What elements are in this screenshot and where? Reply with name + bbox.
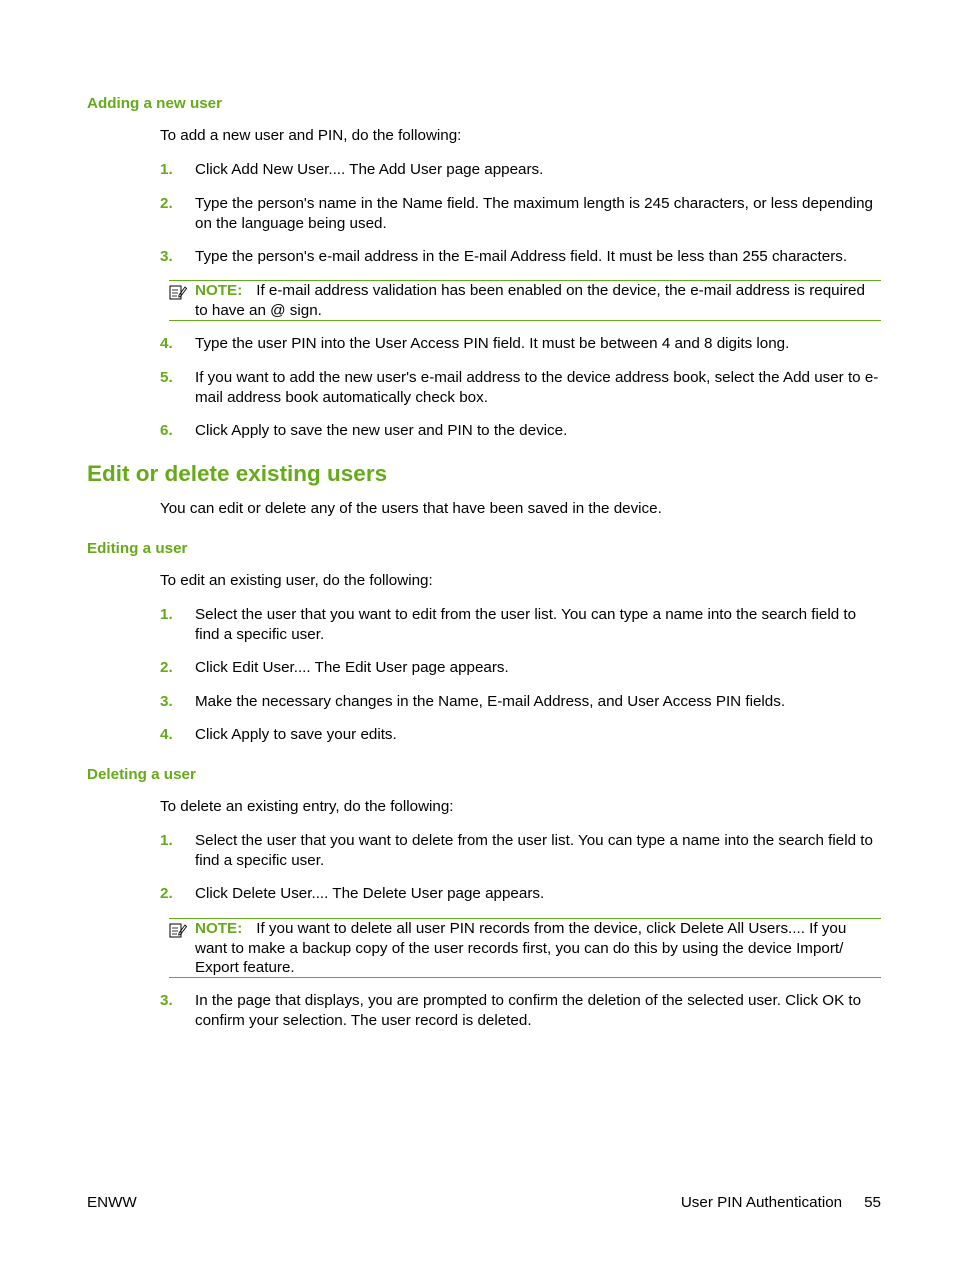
step-number: 3. bbox=[160, 693, 173, 710]
step-text: Type the person's e-mail address in the E-mail Address field. It must be less than 255 characters. bbox=[195, 248, 848, 265]
step-text: If you want to add the new user's e-mail address to the device address book, select the Add user to e-mail address book automatically check box. bbox=[195, 369, 879, 406]
step-number: 4. bbox=[160, 726, 173, 743]
step-text: Click Delete User.... The Delete User page appears. bbox=[195, 885, 545, 902]
note-pencil-icon bbox=[169, 284, 187, 300]
footer-right bbox=[681, 1193, 881, 1213]
step-text: Click Apply to save your edits. bbox=[195, 726, 397, 743]
deleting-intro: To delete an existing entry, do the following: bbox=[160, 798, 454, 815]
step-text: Select the user that you want to edit from the user list. You can type a name into the search field to find a specific user. bbox=[195, 606, 857, 643]
editing-intro: To edit an existing user, do the following: bbox=[160, 572, 433, 589]
heading-editing-user: Editing a user bbox=[87, 540, 188, 557]
note-body bbox=[195, 919, 881, 978]
note-label: NOTE: bbox=[195, 920, 243, 937]
adding-intro: To add a new user and PIN, do the following: bbox=[160, 127, 462, 144]
step-number: 3. bbox=[160, 248, 173, 265]
step-number: 1. bbox=[160, 606, 173, 623]
step-number: 3. bbox=[160, 992, 173, 1009]
heading-adding-user: Adding a new user bbox=[87, 95, 223, 112]
step-number: 2. bbox=[160, 195, 173, 212]
step-number: 4. bbox=[160, 335, 173, 352]
step-text: Click Apply to save the new user and PIN to the device. bbox=[195, 422, 568, 439]
note-label: NOTE: bbox=[195, 282, 243, 299]
footer-enww: ENWW bbox=[87, 1194, 137, 1211]
heading-deleting-user: Deleting a user bbox=[87, 766, 196, 783]
step-number: 1. bbox=[160, 161, 173, 178]
note-pencil-icon bbox=[169, 922, 187, 938]
step-number: 1. bbox=[160, 832, 173, 849]
step-text: In the page that displays, you are prompted to confirm the deletion of the selected user. Click OK to confirm your selection. The user record is deleted. bbox=[195, 992, 862, 1029]
step-number: 2. bbox=[160, 885, 173, 902]
note-text: If e-mail address validation has been enabled on the device, the e-mail address is required to have an @ sign. bbox=[195, 282, 865, 319]
note-delete-all-users bbox=[169, 918, 881, 978]
step-text: Click Add New User.... The Add User page appears. bbox=[195, 161, 544, 178]
note-email-validation bbox=[169, 280, 881, 321]
note-body bbox=[195, 281, 881, 320]
step-number: 5. bbox=[160, 369, 173, 386]
step-number: 2. bbox=[160, 659, 173, 676]
step-text: Select the user that you want to delete from the user list. You can type a name into the search field to find a specific user. bbox=[195, 832, 873, 869]
step-number: 6. bbox=[160, 422, 173, 439]
edit-delete-intro: You can edit or delete any of the users that have been saved in the device. bbox=[160, 500, 662, 517]
footer-section-title: User PIN Authentication bbox=[680, 1194, 843, 1211]
step-text: Type the person's name in the Name field. The maximum length is 245 characters, or less depending on the language being used. bbox=[195, 195, 873, 232]
step-text: Type the user PIN into the User Access PIN field. It must be between 4 and 8 digits long. bbox=[195, 335, 790, 352]
heading-edit-delete-users: Edit or delete existing users bbox=[87, 461, 388, 486]
step-text: Click Edit User.... The Edit User page appears. bbox=[195, 659, 509, 676]
page-number: 55 bbox=[864, 1194, 881, 1211]
step-text: Make the necessary changes in the Name, E-mail Address, and User Access PIN fields. bbox=[195, 693, 786, 710]
note-text: If you want to delete all user PIN records from the device, click Delete All Users.... If you want to make a backup copy of the user records first, you can do this by using the device Import/ Export feature. bbox=[195, 920, 847, 976]
